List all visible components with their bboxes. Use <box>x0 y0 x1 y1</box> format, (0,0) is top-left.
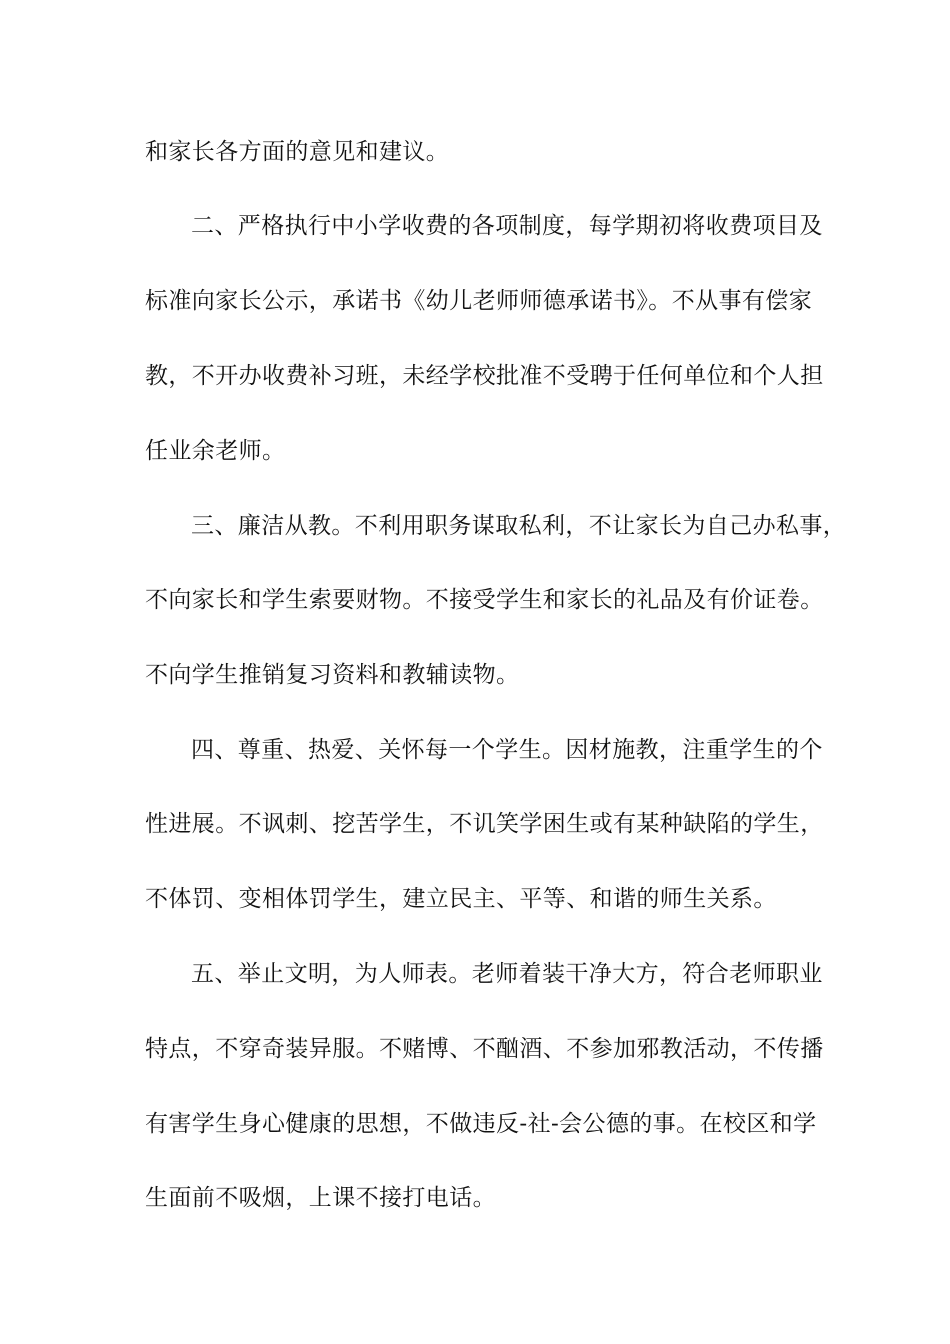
text-line: 不向学生推销复习资料和教辅读物。 <box>145 662 520 688</box>
text-line: 教，不开办收费补习班，未经学校批准不受聘于任何单位和个人担 <box>145 363 824 389</box>
paragraph-2-first-line: 二、严格执行中小学收费的各项制度，每学期初将收费项目及 <box>191 213 823 239</box>
text-line: 任业余老师。 <box>145 438 286 464</box>
text-line: 标准向家长公示，承诺书《幼儿老师师德承诺书》。不从事有偿家 <box>145 288 813 314</box>
paragraph-4-first-line: 四、尊重、热爱、关怀每一个学生。因材施教，注重学生的个 <box>191 737 823 763</box>
text-line: 和家长各方面的意见和建议。 <box>145 139 450 165</box>
text-line: 特点，不穿奇装异服。不赌博、不酗酒、不参加邪教活动，不传播 <box>145 1036 824 1062</box>
text-line: 有害学生身心健康的思想，不做违反-社-会公德的事。在校区和学 <box>145 1111 817 1137</box>
text-line: 不体罚、变相体罚学生，建立民主、平等、和谐的师生关系。 <box>145 886 777 912</box>
text-line: 生面前不吸烟，上课不接打电话。 <box>145 1185 496 1211</box>
text-line: 性进展。不讽刺、挖苦学生，不讥笑学困生或有某种缺陷的学生， <box>145 811 824 837</box>
text-line: 不向家长和学生索要财物。不接受学生和家长的礼品及有价证卷。 <box>145 587 824 613</box>
paragraph-5-first-line: 五、举止文明，为人师表。老师着装干净大方，符合老师职业 <box>191 961 823 987</box>
paragraph-3-first-line: 三、廉洁从教。不利用职务谋取私利，不让家长为自己办私事， <box>191 513 847 539</box>
